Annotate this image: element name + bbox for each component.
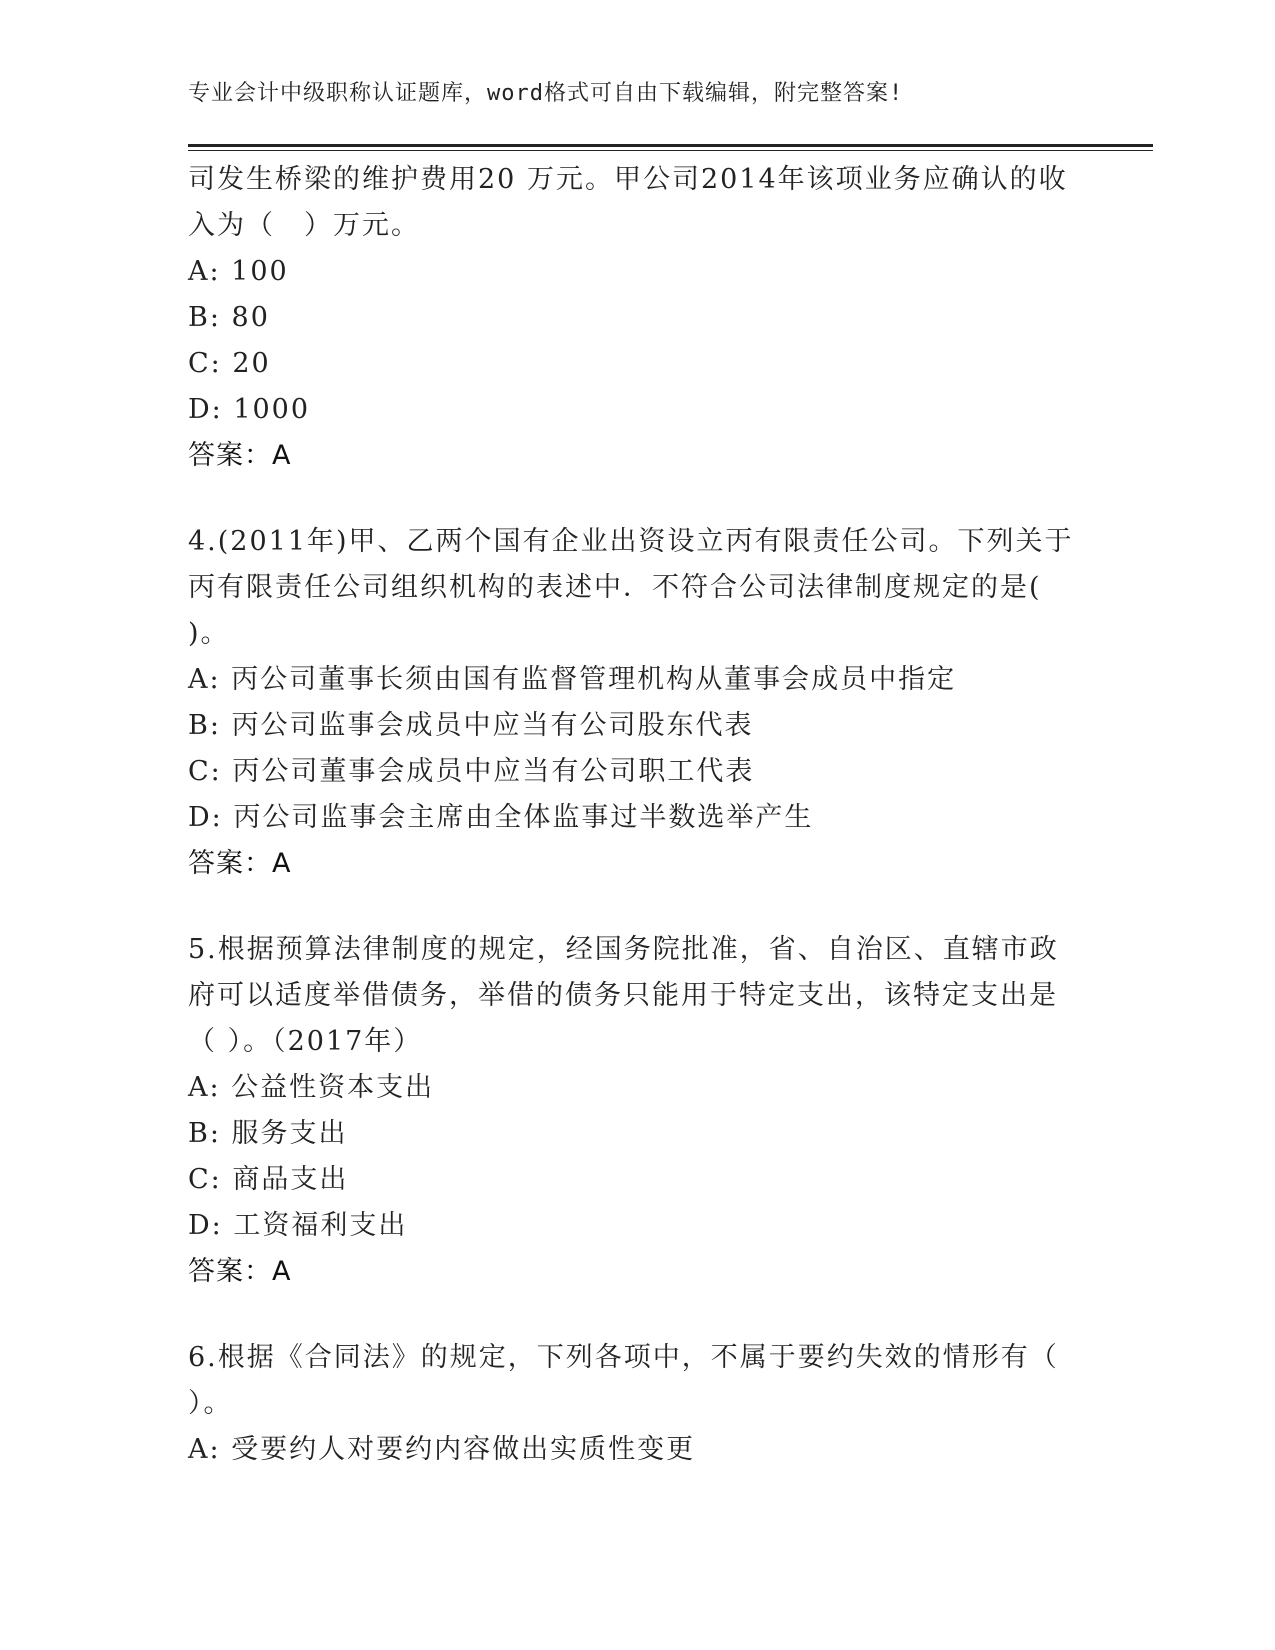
question-stem-line: 5.根据预算法律制度的规定，经国务院批准，省、自治区、直辖市政 bbox=[188, 934, 1059, 965]
answer-line: 答案：A bbox=[188, 848, 292, 879]
question-stem-line: （ ）。（2017年） bbox=[188, 1026, 423, 1057]
header-rule-thin bbox=[188, 150, 1153, 151]
question-stem-line: 司发生桥梁的维护费用20 万元。甲公司2014年该项业务应确认的收 bbox=[188, 164, 1068, 195]
option-b: B: 80 bbox=[188, 302, 270, 333]
option-d: D: 丙公司监事会主席由全体监事过半数选举产生 bbox=[188, 802, 814, 833]
option-a: A: 100 bbox=[188, 256, 289, 287]
question-stem-line: ）。 bbox=[188, 1388, 233, 1419]
question-block bbox=[188, 519, 1074, 887]
question-block bbox=[188, 157, 1068, 479]
option-a: A: 丙公司董事长须由国有监督管理机构从董事会成员中指定 bbox=[188, 664, 957, 695]
question-stem-line: 入为（ ）万元。 bbox=[188, 210, 420, 241]
option-b: B: 服务支出 bbox=[188, 1118, 348, 1149]
question-stem-line: 4.(2011年)甲、乙两个国有企业出资设立丙有限责任公司。下列关于 bbox=[188, 526, 1074, 557]
option-d: D: 1000 bbox=[188, 394, 311, 425]
question-block bbox=[188, 927, 1058, 1295]
question-stem-line: )。 bbox=[188, 618, 230, 649]
question-stem-line: 丙有限责任公司组织机构的表述中．不符合公司法律制度规定的是( bbox=[188, 572, 1042, 603]
option-b: B: 丙公司监事会成员中应当有公司股东代表 bbox=[188, 710, 754, 741]
header-rule-thick bbox=[188, 144, 1153, 147]
option-c: C: 丙公司董事会成员中应当有公司职工代表 bbox=[188, 756, 755, 787]
option-d: D: 工资福利支出 bbox=[188, 1210, 408, 1241]
option-a: A: 受要约人对要约内容做出实质性变更 bbox=[188, 1434, 696, 1465]
question-stem-line: 6.根据《合同法》的规定，下列各项中，不属于要约失效的情形有（ bbox=[188, 1342, 1059, 1373]
answer-line: 答案：A bbox=[188, 440, 292, 471]
option-c: C: 商品支出 bbox=[188, 1164, 349, 1195]
answer-line: 答案：A bbox=[188, 1256, 292, 1287]
question-list bbox=[188, 157, 1074, 1473]
question-block bbox=[188, 1335, 1058, 1473]
option-c: C: 20 bbox=[188, 348, 271, 379]
page-header: 专业会计中级职称认证题库，word格式可自由下载编辑，附完整答案! bbox=[188, 81, 904, 106]
question-stem-line: 府可以适度举借债务，举借的债务只能用于特定支出，该特定支出是 bbox=[188, 980, 1058, 1011]
option-a: A: 公益性资本支出 bbox=[188, 1072, 435, 1103]
